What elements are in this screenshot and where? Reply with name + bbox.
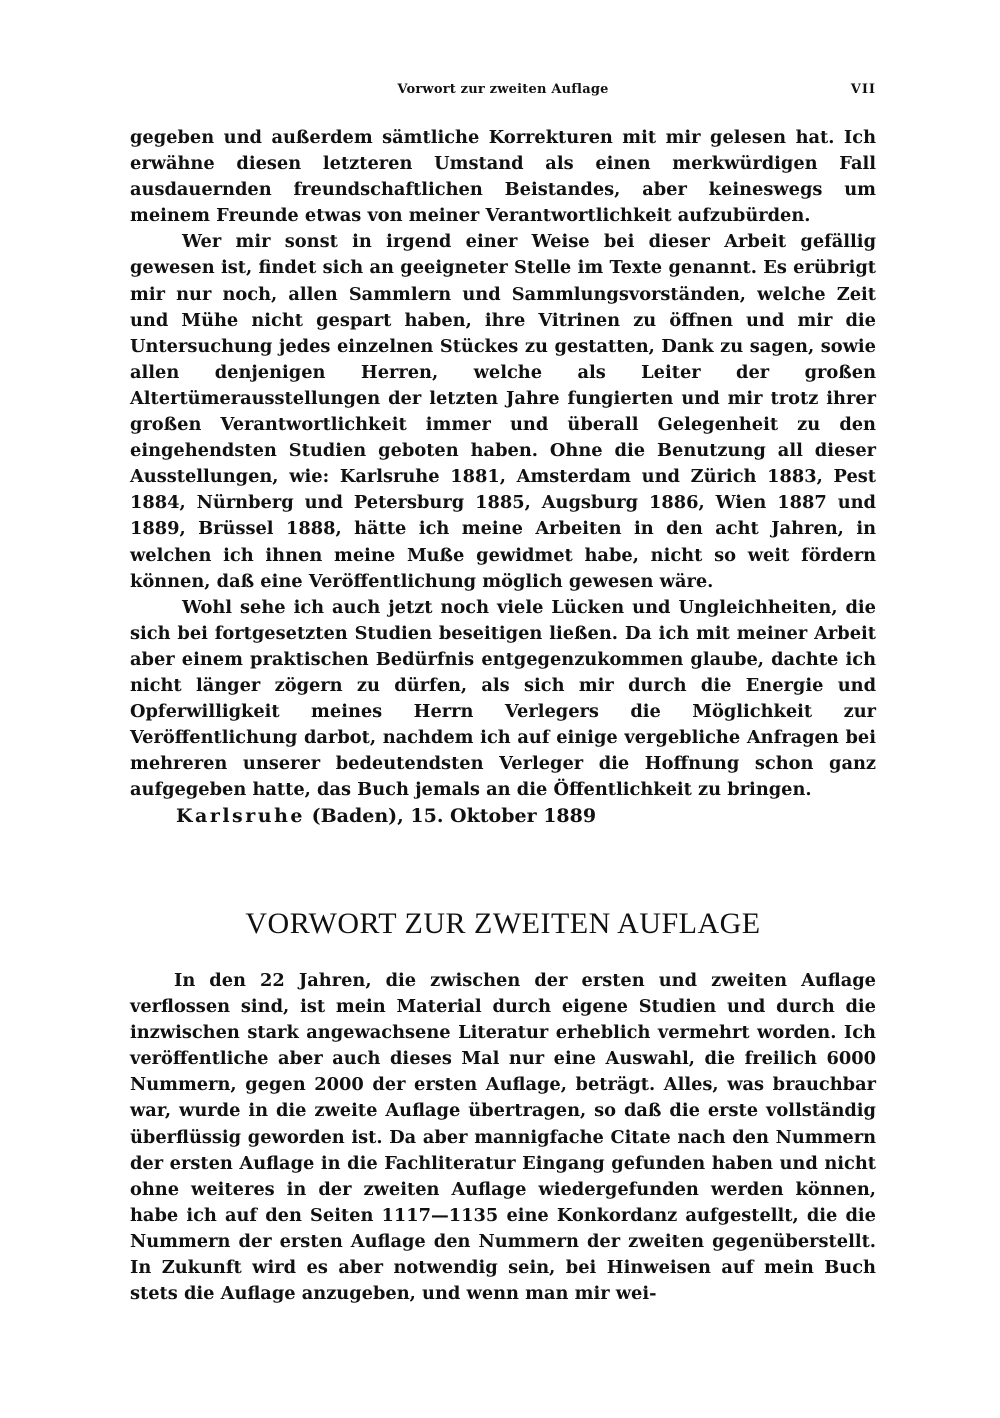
paragraph-continuation: gegeben und außerdem sämtliche Korrekturen mit mir gelesen hat. Ich erwähne diesen letzteren Umstand als einen merkwürdigen Fall ausdauernden freundschaftlichen Beistandes, aber keineswegs um meinem Freunde etwas von meiner Verantwortlichkeit aufzubürden. — [130, 127, 876, 227]
paragraph-publication: Wohl sehe ich auch jetzt noch viele Lücken und Ungleichheiten, die sich bei fortgesetzten Studien beseitigen ließen. Da ich mit meiner Arbeit aber einem praktischen Bedürfnis entgegenzukommen glaube, dachte ich nicht länger zögern zu dürfen, als sich mir durch die Energie und Opferwilligkeit meines Herrn Verlegers die Möglichkeit zur Veröffentlichung darbot, nachdem ich auf einige vergebliche Anfragen bei mehreren unserer bedeutendsten Verleger die Hoffnung schon ganz aufgegeben hatte, das Buch jemals an die Öffentlichkeit zu bringen. — [130, 596, 876, 801]
section-heading: VORWORT ZUR ZWEITEN AUFLAGE — [245, 907, 761, 940]
second-preface-text — [130, 968, 876, 1307]
running-title: Vorwort zur zweiten Auflage — [397, 82, 609, 97]
signature-details: (Baden), 15. Oktober 1889 — [311, 805, 597, 827]
signature-place: Karlsruhe — [176, 805, 305, 827]
paragraph-second-edition: In den 22 Jahren, die zwischen der ersten und zweiten Auflage verflossen sind, ist mein Material durch eigene Studien und durch die inzwischen stark angewachsene Literatur erheblich vermehrt worden. Ich veröffentliche aber auch dieses Mal nur eine Auswahl, die freilich 6000 Nummern, gegen 2000 der ersten Auflage, beträgt. Alles, was brauchbar war, wurde in die zweite Auflage übertragen, so daß die erste vollständig überflüssig geworden ist. Da aber mannigfache Citate nach den Nummern der ersten Auflage in die Fachliteratur Eingang gefunden haben und nicht ohne weiteres in der zweiten Auflage wiedergefunden werden können, habe ich auf den Seiten 1117—1135 eine Konkordanz aufgestellt, die die Nummern der ersten Auflage den Nummern der zweiten gegenüberstellt. In Zukunft wird es aber notwendig sein, bei Hinweisen auf mein Buch stets die Auflage anzugeben, und wenn man mir wei- — [130, 970, 876, 1305]
page-number: VII — [850, 82, 876, 97]
signature-line — [176, 805, 596, 827]
paragraph-acknowledgements: Wer mir sonst in irgend einer Weise bei dieser Arbeit gefällig gewesen ist, findet sich an geeigneter Stelle im Texte genannt. Es erübrigt mir nur noch, allen Sammlern und Sammlungsvorständen, welche Zeit und Mühe nicht gespart haben, ihre Vitrinen zu öffnen und mir die Untersuchung jedes einzelnen Stückes zu gestatten, Dank zu sagen, sowie allen denjenigen Herren, welche als Leiter der großen Altertümerausstellungen der letzten Jahre fungierten und mir trotz ihrer großen Verantwortlichkeit immer und überall Gelegenheit zu den eingehendsten Studien geboten haben. Ohne die Benutzung all dieser Ausstellungen, wie: Karlsruhe 1881, Amsterdam und Zürich 1883, Pest 1884, Nürnberg und Petersburg 1885, Augsburg 1886, Wien 1887 und 1889, Brüssel 1888, hätte ich meine Arbeiten in den acht Jahren, in welchen ich ihnen meine Muße gewidmet habe, nicht so weit fördern können, daß eine Veröffentlichung möglich gewesen wäre. — [130, 231, 876, 592]
first-preface-text — [130, 125, 876, 803]
running-head — [130, 82, 876, 104]
